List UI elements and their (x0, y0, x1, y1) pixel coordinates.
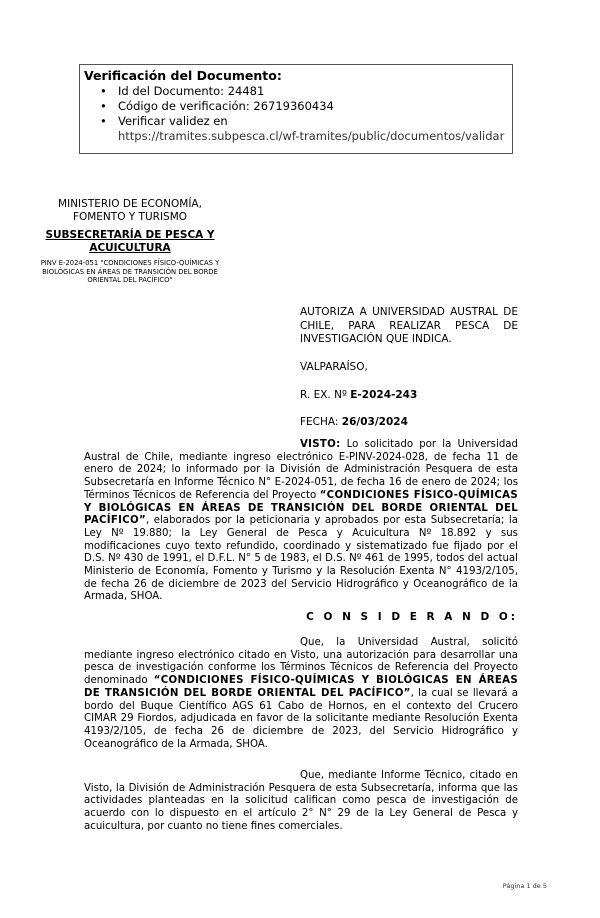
resolution-number-label: R. EX. Nº (300, 389, 351, 401)
verification-code: • Código de verificación: 26719360434 (100, 99, 510, 114)
considerando-p1-part2: , la cual se llevará a bordo del Buque Científico AGS 61 Cabo de Hornos, en el contexto del Crucero CIMAR 29 Fiordos, adjudicada en favor de la solicitante mediante Resolución Exenta 4193/2/105, de fecha 26 de diciembre de 2023, del Servicio Hidrográfico y Oceanográfico de la Armada, SHOA. (84, 687, 518, 750)
ministry-name-line2: FOMENTO Y TURISMO (72, 211, 188, 223)
considerando-p2-text: Que, mediante Informe Técnico, citado en Visto, la División de Administración Pesquera de esta Subsecretaría, informa que las actividades planteadas en la solicitud califican como pesca de investigación de acuerdo con lo dispuesto en el artículo 2° N° 29 de la Ley General de Pesca y acuicultura, por cuanto no tiene fines comerciales. (84, 770, 518, 832)
resolution-date-value: 26/03/2024 (341, 416, 408, 428)
verification-list (100, 84, 510, 144)
verify-validity (100, 114, 510, 144)
resolution-number-value: E-2024-243 (350, 389, 418, 401)
considerando-p1-project-name: “CONDICIONES FÍSICO-QUÍMICAS Y BIOLÓGICAS EN ÁREAS DE TRANSICIÓN DEL BORDE ORIENTAL DEL PACÍFICO” (84, 675, 518, 699)
document-id: • Id del Documento: 24481 (100, 84, 510, 99)
resolution-number (300, 389, 417, 401)
resolution-place: VALPARAÍSO, (300, 361, 368, 373)
considerando-paragraph-1 (84, 637, 518, 751)
verification-link[interactable]: https://tramites.subpesca.cl/wf-tramites/public/documentos/validar (118, 129, 505, 143)
resolution-date-label: FECHA: (300, 416, 342, 428)
considerando-heading: C O N S I D E R A N D O: (306, 611, 518, 623)
considerando-paragraph-2 (84, 770, 518, 834)
visto-text-part2: , elaborados por la peticionaria y aprobados por esta Subsecretaría; la Ley Nº 19.880; la Ley General de Pesca y Acuicultura Nº 18.892 y sus modificaciones cuyo texto refundido, coordinado y sistematizado fue fijado por el D.S. Nº 430 de 1991, el D.F.L. N° 5 de 1983, el D.S. Nº 461 de 1995, todos del actual Ministerio de Economía, Fomento y Turismo y la Resolución Exenta N° 4193/2/105, de fecha 26 de diciembre de 2023 del Servicio Hidrográfico y Oceanográfico de la Armada, SHOA. (84, 515, 518, 603)
visto-paragraph (84, 439, 518, 604)
visto-label: VISTO: (300, 439, 341, 450)
visto-text-part1: Lo solicitado por la Universidad Austral de Chile, mediante ingreso electrónico E-PINV-2024-028, de fecha 11 de enero de 2024; lo informado por la División de Administración Pesquera de esta Subsecretaría en Informe Técnico N° E-2024-051, de fecha 16 de enero de 2024; los Términos Técnicos de Referencia del Proyecto (84, 439, 518, 501)
resolution-title: AUTORIZA A UNIVERSIDAD AUSTRAL DE CHILE, PARA REALIZAR PESCA DE INVESTIGACIÓN QUE INDICA. (300, 306, 518, 345)
considerando-p1-part1: Que, la Universidad Austral, solicitó mediante ingreso electrónico citado en Visto, una autorización para desarrollar una pesca de investigación conforme los Términos Técnicos de Referencia del Proyecto denominado (84, 637, 518, 687)
verify-validity-label: Verificar validez en (118, 114, 228, 128)
project-reference: PINV E-2024-051 "CONDICIONES FÍSICO-QUÍMICAS Y BIOLÓGICAS EN ÁREAS DE TRANSICIÓN DEL BORDE ORIENTAL DEL PACÍFICO" (40, 259, 220, 284)
resolution-date (300, 416, 408, 428)
subsecretaria-name: SUBSECRETARÍA DE PESCA Y ACUICULTURA (45, 229, 215, 254)
ministry-name-line1: MINISTERIO DE ECONOMÍA, (58, 198, 202, 210)
verification-title: Verificación del Documento: (84, 68, 282, 83)
visto-project-name: “CONDICIONES FÍSICO-QUÍMICAS Y BIOLÓGICAS EN ÁREAS DE TRANSICIÓN DEL BORDE ORIENTAL DEL PACÍFICO” (84, 489, 518, 527)
page-number: Página 1 de 5 (502, 882, 547, 890)
